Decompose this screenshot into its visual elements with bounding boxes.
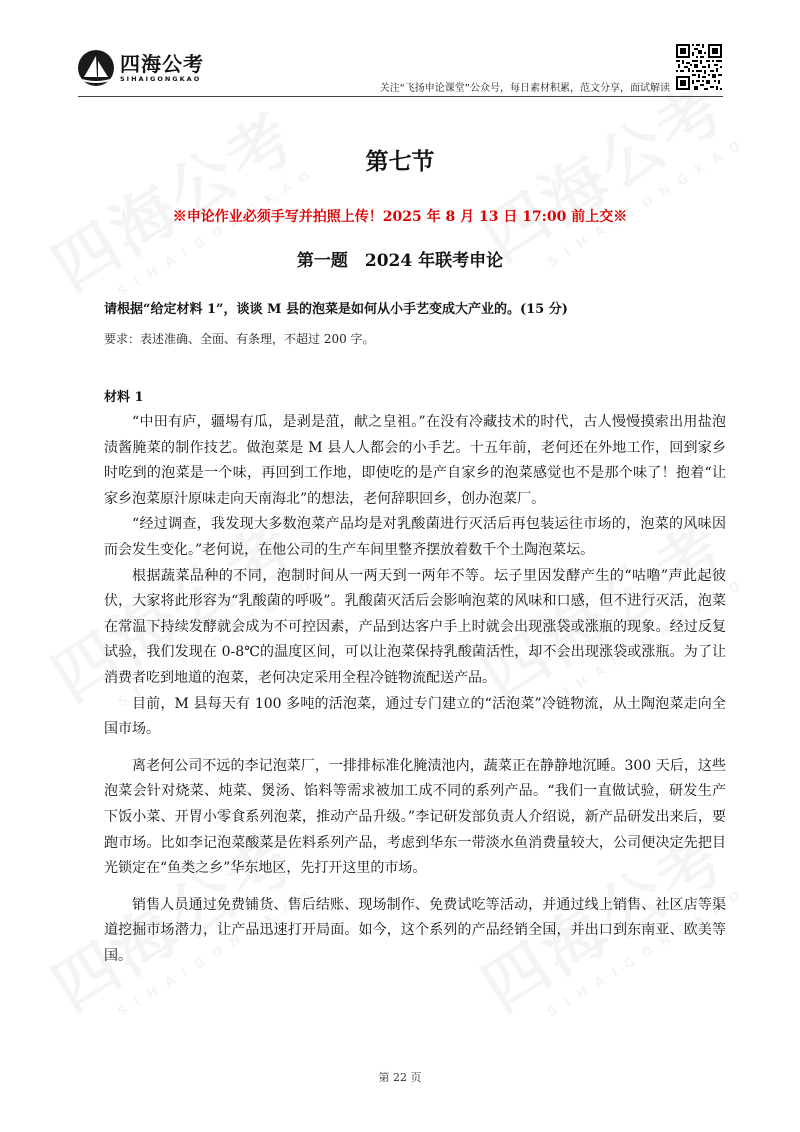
page-header	[0, 0, 800, 105]
logo-name: 四海公考	[120, 51, 204, 76]
watermark-logo	[32, 85, 321, 321]
material-paragraph: “中田有庐，疆埸有瓜，是剥是菹，献之皇祖。”在没有冷藏技术的时代，古人慢慢摸索出用盐泡渍酱腌菜的制作技艺。做泡菜是 M 县人人都会的小手艺。十五年前，老何还在外地工作，回到家乡时吃到的泡菜是一个味，再回到工作地，即使吃的是产自家乡的泡菜感觉也不是那个味了！抱着“让家乡泡菜原汁原味走向天南海北”的想法，老何辞职回乡，创办泡菜厂。	[104, 414, 726, 507]
material-heading: 材料 1	[104, 390, 144, 405]
material-paragraph: 根据蔬菜品种的不同，泡制时间从一两天到一两年不等。坛子里因发酵产生的“咕噜”声此起彼伏，大家将此形容为“乳酸菌的呼吸”。乳酸菌灭活后会影响泡菜的风味和口感，但不进行灭活，泡菜在常温下持续发酵就会成为不可控因素，产品到达客户手上时就会出现涨袋或涨瓶的现象。经过反复试验，我们发现在 0-8℃的温度区间，可以让泡菜保持乳酸菌活性，却不会出现涨袋或涨瓶。为了让消费者吃到地道的泡菜，老何决定采用全程冷链物流配送产品。	[104, 567, 726, 686]
requirement-text: 要求：表述准确、全面、有条理，不超过 200 字。	[104, 332, 375, 346]
material-body	[104, 410, 726, 969]
question-text: 请根据“给定材料 1”，谈谈 M 县的泡菜是如何从小手艺变成大产业的。(15 分)	[104, 302, 568, 317]
header-divider	[78, 96, 723, 97]
header-slogan: 关注“飞扬申论课堂”公众号，每日素材积累，范文分享，面试解读	[379, 83, 670, 94]
material-paragraph: “经过调查，我发现大多数泡菜产品均是对乳酸菌进行灭活后再包装运往市场的，泡菜的风味因而会发生变化。”老何说，在他公司的生产车间里整齐摆放着数千个土陶泡菜坛。	[104, 516, 726, 558]
brand-logo	[78, 50, 204, 86]
material-paragraph: 离老何公司不远的李记泡菜厂，一排排标准化腌渍池内，蔬菜正在静静地沉睡。300 天后，这些泡菜会针对烧菜、炖菜、煲汤、馅料等需求被加工成不同的系列产品。“我们一直做试验，研发生产下饭小菜、开胃小零食系列泡菜，推动产品升级。”李记研发部负责人介绍说，新产品研发出来后，要跑市场。比如李记泡菜酸菜是佐料系列产品，考虑到华东一带淡水鱼消费量较大，公司便决定先把目光锁定在“鱼类之乡”华东地区，先打开这里的市场。	[104, 757, 726, 877]
material-paragraph: 销售人员通过免费铺货、售后结账、现场制作、免费试吃等活动，并通过线上销售、社区店等渠道挖掘市场潜力，让产品迅速打开局面。如今，这个系列的产品经销全国，并出口到东南亚、欧美等国。	[104, 896, 726, 964]
section-subtitle: 第一题 2024 年联考申论	[296, 251, 504, 271]
qr-code-icon	[676, 44, 722, 90]
material-paragraph: 目前，M 县每天有 100 多吨的活泡菜，通过专门建立的“活泡菜”冷链物流，从土陶泡菜走向全国市场。	[104, 695, 726, 738]
page-number: 第 22 页	[378, 1071, 422, 1084]
logo-sail-icon	[78, 50, 114, 86]
page-title: 第七节	[365, 148, 435, 175]
logo-subtitle: SIHAIGONGKAO	[120, 74, 202, 83]
submission-notice: ※申论作业必须手写并拍照上传！2025 年 8 月 13 日 17:00 前上交※	[172, 209, 628, 225]
